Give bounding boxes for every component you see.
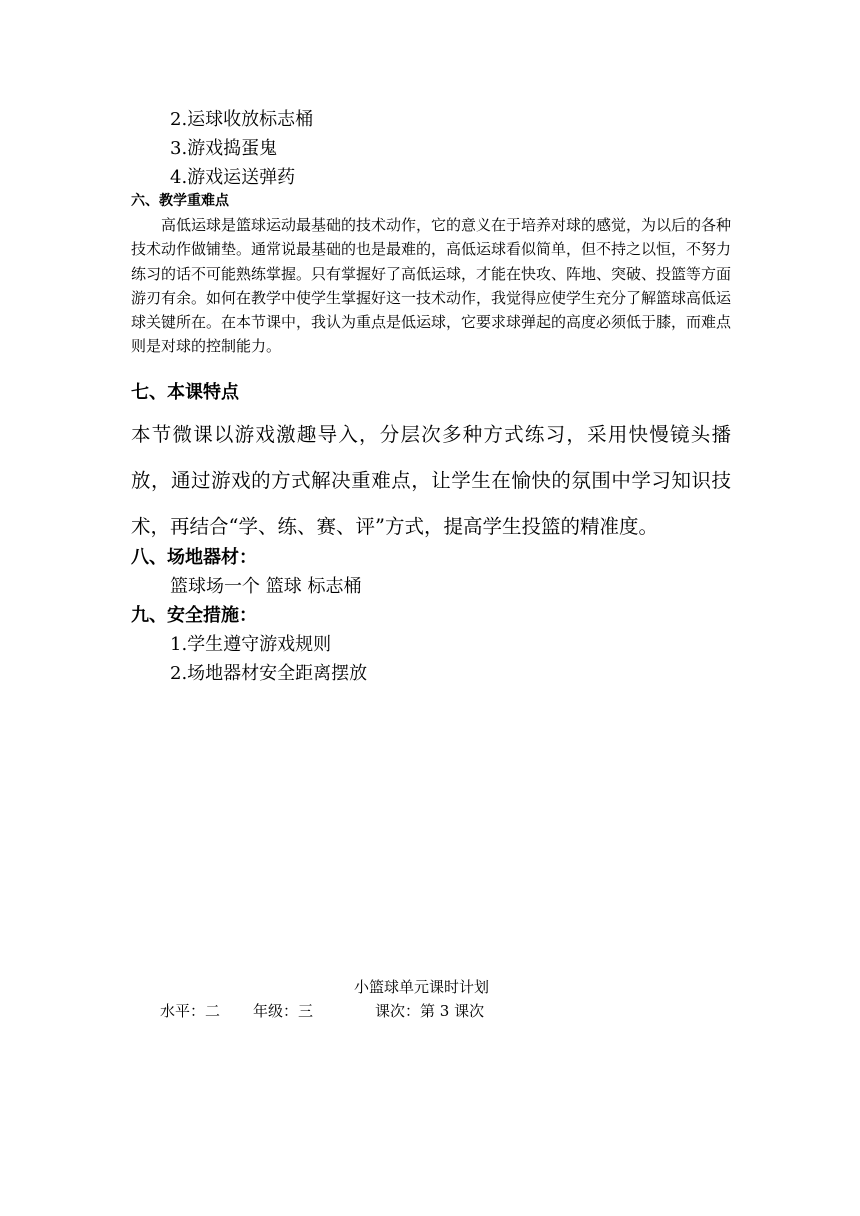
list-item: 4.游戏运送弹药 [170, 167, 296, 188]
difficulties-paragraph: 高低运球是篮球运动最基础的技术动作，它的意义在于培养对球的感觉，为以后的各种技术动作做铺垫。通常说最基础的也是最难的，高低运球看似简单，但不持之以恒，不努力练习的话不可能熟练掌握。只有掌握好了高低运球，才能在快攻、阵地、突破、投篮等方面游刃有余。如何在教学中使学生掌握好这一技术动作，我觉得应使学生充分了解篮球高低运球关键所在。在本节课中，我认为重点是低运球，它要求球弹起的高度必须低于膝，而难点则是对球的控制能力。 [131, 216, 732, 356]
plan-title: 小篮球单元课时计划 [354, 978, 490, 996]
safety-item: 1.学生遵守游戏规则 [170, 634, 332, 655]
list-item: 3.游戏捣蛋鬼 [170, 138, 278, 159]
list-item: 2.运球收放标志桶 [170, 109, 314, 130]
safety-item: 2.场地器材安全距离摆放 [170, 663, 368, 684]
section-heading-safety: 九、安全措施： [131, 605, 257, 626]
section-heading-difficulties: 六、教学重难点 [131, 193, 229, 209]
equipment-list: 篮球场一个 篮球 标志桶 [170, 576, 362, 597]
plan-meta [160, 1001, 484, 1021]
features-paragraph: 本节微课以游戏激趣导入，分层次多种方式练习，采用快慢镜头播放，通过游戏的方式解决重难点，让学生在愉快的氛围中学习知识技术，再结合“学、练、赛、评”方式，提高学生投篮的精准度。 [131, 423, 731, 538]
lesson-label: 课次：第 3 课次 [375, 1002, 485, 1020]
level-label: 水平：二 [160, 1002, 221, 1020]
section-heading-features: 七、本课特点 [131, 382, 239, 403]
grade-label: 年级：三 [253, 1002, 314, 1020]
section-heading-equipment: 八、场地器材： [131, 547, 257, 568]
